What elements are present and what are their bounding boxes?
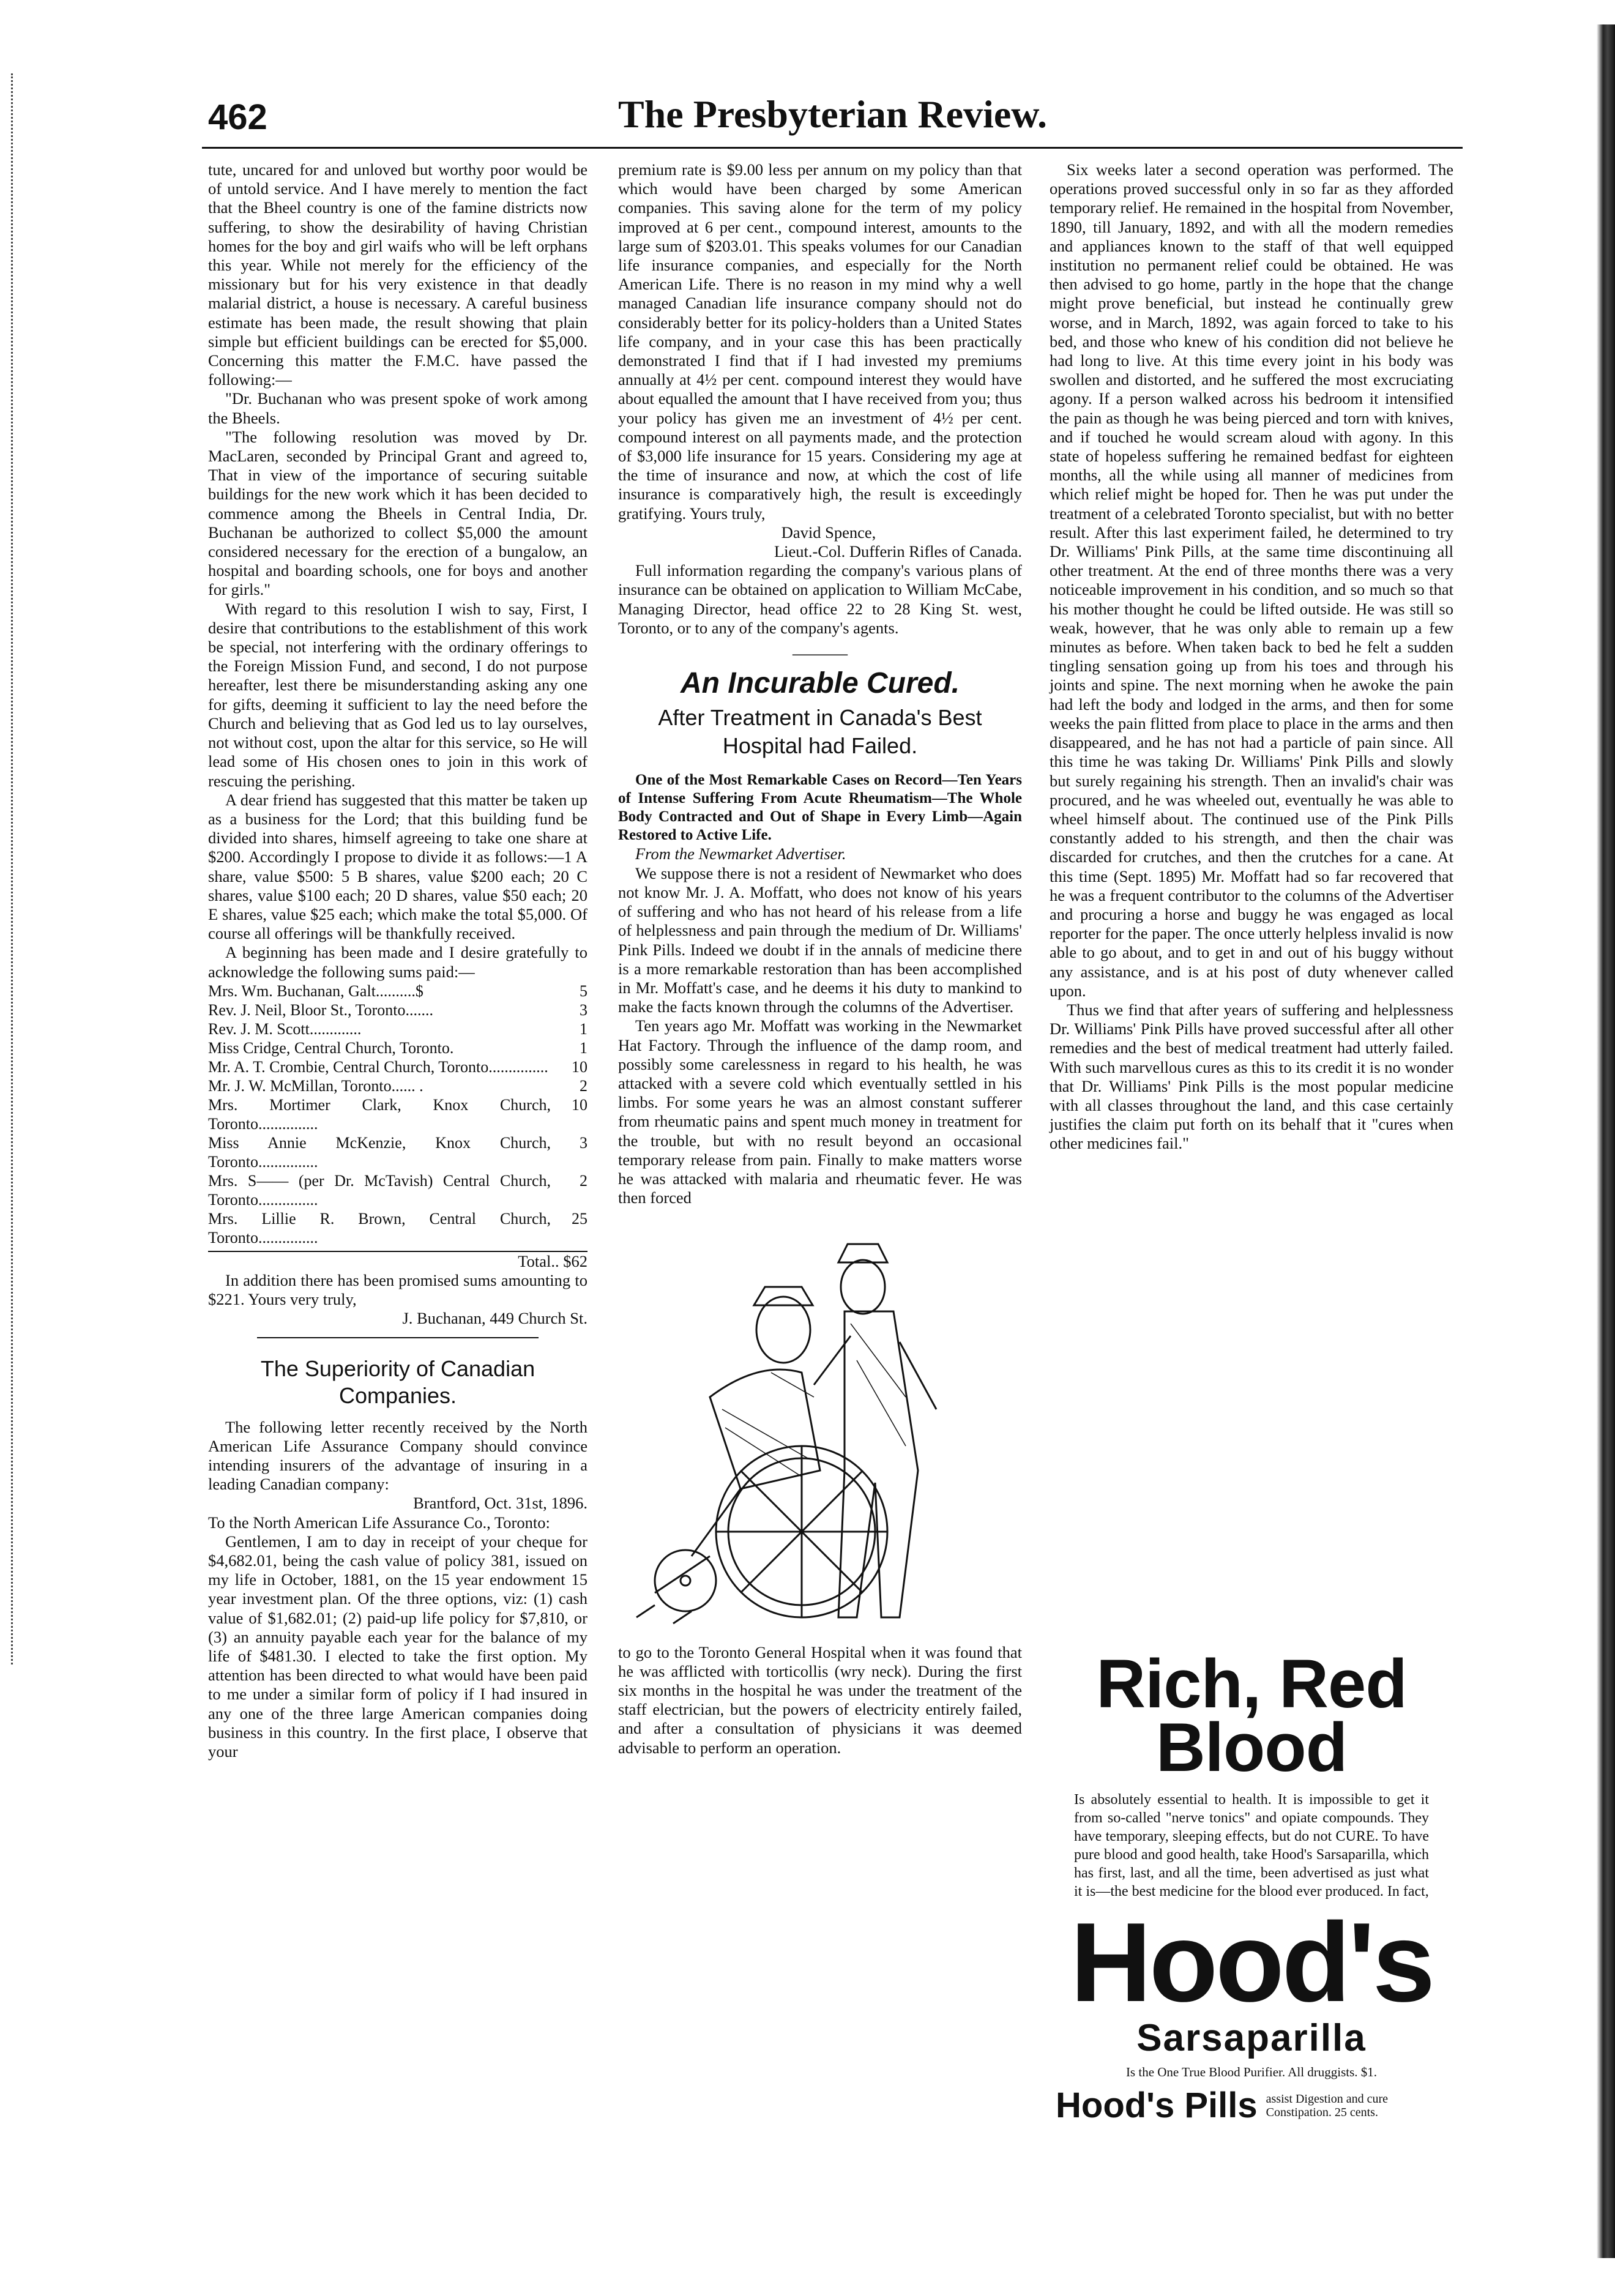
paragraph: Thus we find that after years of suffering and helplessness Dr. Williams' Pink Pills have proved successful after all other remedies and the best of medical treatment had utterly failed. With such marvellous cures as this to its credit it is no wonder that Dr. Williams' Pink Pills is the most popular medicine with all classes throughout the land, and this case certainly justifies the claim put forth on its behalf that it "cures when other medicines fail." <box>1050 1000 1453 1153</box>
ad-body-copy: Is absolutely essential to health. It is impossible to get it from so-called "nerve tonics" and opiate compounds. They have temporary, sleeping effects, but do not CURE. To have pure blood and good health, take Hood's Sarsaparilla, which has first, last, and all the time, been advertised as just what it is—the best medicine for the blood ever produced. In fact, <box>1074 1792 1429 1899</box>
paragraph: We suppose there is not a resident of Newmarket who does not know Mr. J. A. Moffatt, who does not know of his years of suffering and who has not heard of his release from a life of helplessness and pain through the medium of Dr. Williams' Pink Pills. Indeed we doubt if in the annals of medicine there is a more remarkable restoration than has been accomplished in Mr. Moffatt's case, and he deems it his duty to mankind to make the facts known through the columns of the Advertiser. <box>618 863 1022 1016</box>
running-head <box>202 92 1463 149</box>
ad-product-name: Sarsaparilla <box>1136 2017 1367 2059</box>
list-item: Rev. J. M. Scott............. 1 <box>208 1019 587 1038</box>
paragraph: With regard to this resolution I wish to say, First, I desire that contributions to the establishment of this work be special, not interfering with the ordinary offerings to the Foreign Mission Fund, and second, I do not purpose hereafter, lest there be misunderstanding asking any one for gifts, deeming it sufficient to lay the need before the Church and believing that as God led us to lay ourselves, not without cost, upon the altar for this service, so He will lead some of His chosen ones to join in this work of rescuing the perishing. <box>208 599 587 790</box>
ad-brand-name: Hood's <box>1070 1899 1433 2025</box>
list-item: Mr. A. T. Crombie, Central Church, Toronto............... 10 <box>208 1057 587 1076</box>
resolution-quote: "The following resolution was moved by Dr. MacLaren, seconded by Principal Grant and agreed to, That in view of the importance of securing suitable buildings for the new work which it has been decided to commence among the Bheels in Central India, Dr. Buchanan be authorized to collect $5,000 the amount considered necessary for the erection of a bungalow, an hospital and boarding schools, one for boys and another for girls." <box>208 427 587 599</box>
donation-list <box>208 982 587 1247</box>
page-binding-edge <box>11 73 21 1664</box>
paragraph: "Dr. Buchanan who was present spoke of work among the Bheels. <box>208 389 587 427</box>
list-item: Miss Cridge, Central Church, Toronto. 1 <box>208 1038 587 1057</box>
article-subhead: After Treatment in Canada's Best Hospital had Failed. <box>658 705 982 759</box>
separator-dash: ——— <box>793 643 848 664</box>
addressee: To the North American Life Assurance Co., Toronto: <box>208 1513 550 1532</box>
ad-pills-name: Hood's Pills <box>1056 2085 1258 2125</box>
column-1 <box>208 160 587 1761</box>
column-2 <box>618 160 1022 1757</box>
paragraph: tute, uncared for and unloved but worthy poor would be of untold service. And I have merely to mention the fact that the Bheel country is one of the famine districts now suffering, to show the desirability of having Christian homes for the boy and girl waifs who will be left orphans this year. While not merely for the efficiency of the missionary but for his very existence in that deadly malarial district, a house is necessary. A careful business estimate has been made, the result showing that plain simple but efficient buildings can be erected for $5,000. Concerning this matter the F.M.C. have passed the following:— <box>208 160 587 389</box>
list-item: Mr. J. W. McMillan, Toronto...... . 2 <box>208 1076 587 1095</box>
paragraph: to go to the Toronto General Hospital when it was found that he was afflicted with torticollis (wry neck). During the first six months in the hospital he was under the treatment of the staff electrician, but the powers of electricity entirely failed, and after a consultation of physicians it was deemed advisable to perform an operation. <box>618 1642 1022 1757</box>
page-number: 462 <box>208 97 267 137</box>
wheelchair-illustration <box>618 1213 1022 1630</box>
paragraph: Six weeks later a second operation was performed. The operations proved successful only in so far as they afforded temporary relief. He remained in the hospital from November, 1890, till January, 1892, and with all the modern remedies and appliances known to the staff of that well equipped institution no permanent relief could be obtained. He was then advised to go home, partly in the hope that the change might prove beneficial, but instead he continually grew worse, and in March, 1892, was again forced to take to his bed, and those who knew of his condition did not believe he had long to live. At this time every joint in his body was swollen and distorted, and he suffered the most excruciating agony. If a person walked across his bedroom it intensified the pain as though he was being pierced and torn with knives, and if touched he would scream aloud with agony. In this state of hopeless suffering he remained bedfast for eighteen months, all the while using all manner of medicines from which relief might be hoped for. Then he was put under the treatment of a celebrated Toronto specialist, but with no better result. After this last experiment failed, he determined to try Dr. Williams' Pink Pills, at the same time discontinuing all other treatment. At the end of three months there was a very noticeable improvement in his condition, and so much so that his mother thought he could be lifted outside. He was still so weak, however, that he was only able to remain up a few minutes as before. When taken back to bed he felt a sudden tingling sensation going up from his toes and through his joints and spine. The next morning when he awoke the pain had left the body and lodged in the arms, and then for some weeks the pain flitted from place to place in the arms and then disappeared, and he has not had a particle of pain since. All this time he was taking Dr. Williams' Pink Pills and slowly but surely regaining his strength. Then an invalid's chair was procured, and he was wheeled out, eventually he was able to wheel himself about. The continued use of the Pink Pills constantly added to his strength, and then the chair was discarded for crutches, and then the crutches for a cane. At this time (Sept. 1895) Mr. Moffatt had so far recovered that he was a frequent contributor to the columns of the Advertiser and procuring a horse and buggy he was engaged as local reporter for the paper. The once utterly helpless invalid is now able to go about, and to get in and out of his buggy without any assistance, and is at his post of duty whenever called upon. <box>1050 160 1453 1000</box>
article-source: From the Newmarket Advertiser. <box>635 844 846 863</box>
list-item: Miss Annie McKenzie, Knox Church, Toronto............... 3 <box>208 1133 587 1171</box>
paragraph: A dear friend has suggested that this matter be taken up as a business for the Lord; that this building fund be divided into shares, himself agreeing to take one share at $200. Accordingly I propose to divide it as follows:—1 A share, value $500: 5 B shares, value $200 each; 20 C shares, value $100 each; 20 D shares, value $50 each; 20 E shares, value $25 each; which make the total $5,000. Of course all offerings will be thankfully received. <box>208 790 587 943</box>
column-3 <box>1050 160 1453 1154</box>
ad-headline-line1: Rich, Red <box>1096 1646 1407 1722</box>
page-right-edge <box>1597 24 1615 2258</box>
donation-total: Total.. $62 <box>208 1251 587 1271</box>
journal-title: The Presbyterian Review. <box>618 92 1047 136</box>
article-headline: An Incurable Cured. <box>680 667 960 700</box>
paragraph: Ten years ago Mr. Moffatt was working in the Newmarket Hat Factory. Through the influence of the damp room, and possibly some carelessness in regard to his health, he was attacked with a severe cold which eventually settled in his limbs. For some years he was an almost constant sufferer from rheumatic pains and spent much money in treatment for the trouble, but with no result beyond an occasional temporary release from pain. Finally to make matters worse he was attacked with malaria and rheumatic fever. He was then forced <box>618 1016 1022 1207</box>
paragraph: In addition there has been promised sums amounting to $221. Yours very truly, <box>208 1270 587 1309</box>
signature: J. Buchanan, 449 Church St. <box>402 1309 587 1328</box>
article-deck: One of the Most Remarkable Cases on Record—Ten Years of Intense Suffering From Acute Rheumatism—The Whole Body Contracted and Out of Shape in Every Limb—Again Restored to Active Life. <box>618 772 1022 844</box>
dateline: Brantford, Oct. 31st, 1896. <box>413 1494 587 1513</box>
ad-pills-note: assist Digestion and cure Constipation. 25 cents. <box>1266 2092 1389 2119</box>
list-item: Rev. J. Neil, Bloor St., Toronto....... 3 <box>208 1001 587 1019</box>
list-item: Mrs. Wm. Buchanan, Galt..........$ 5 <box>208 982 587 1000</box>
paragraph: The following letter recently received by the North American Life Assurance Company should convince intending insurers of the advantage of insuring in a leading Canadian company: <box>208 1417 587 1494</box>
paragraph: A beginning has been made and I desire gratefully to acknowledge the following sums paid:— <box>208 943 587 981</box>
list-item: Mrs. Mortimer Clark, Knox Church, Toronto............... 10 <box>208 1095 587 1133</box>
ad-headline-line2: Blood <box>1155 1709 1348 1786</box>
hoods-sarsaparilla-ad <box>1050 1646 1453 2126</box>
section-title: The Superiority of Canadian Companies. <box>260 1355 535 1408</box>
paragraph: premium rate is $9.00 less per annum on my policy than that which would have been charged by some American companies. This saving alone for the term of my policy improved at 6 per cent., compound interest, amounts to the large sum of $203.01. This speaks volumes for our Canadian life insurance companies, and especially for the North American Life. There is no reason in my mind why a well managed Canadian life insurance company should not do considerably better for its policy-holders than a United States life company, and in your case this has been practically demonstrated I find that if I had invested my premiums annually at 4½ per cent. compound interest they would have about equalled the amount that I have received from you; thus your policy has given me an investment of 4½ per cent. compound interest on all payments made, and the protection of $3,000 life insurance for 15 years. Considering my age at the time of insurance and now, at which the cost of life insurance is comparatively high, the result is exceedingly gratifying. Yours truly, <box>618 160 1022 523</box>
paragraph: Full information regarding the company's various plans of insurance can be obtained on application to William McCabe, Managing Director, head office 22 to 28 King St. west, Toronto, or to any of the company's agents. <box>618 561 1022 637</box>
paragraph: Gentlemen, I am to day in receipt of your cheque for $4,682.01, being the cash value of policy 381, issued on my life in October, 1881, on the 15 year endowment 15 year investment plan. Of the three options, viz: (1) cash value of $1,682.01; (2) paid-up life policy for $7,810, or (3) an annuity payable each year for the balance of my life of $481.30. I elected to take the first option. My attention has been directed to what would have been paid to me under a similar form of policy if I had insured in any one of the three large American companies doing business in this country. In the first place, I observe that your <box>208 1532 587 1761</box>
list-item: Mrs. S—— (per Dr. McTavish) Central Church, Toronto............... 2 <box>208 1171 587 1209</box>
signature-name: David Spence, <box>781 523 876 542</box>
ad-pills-row <box>1050 2085 1453 2126</box>
list-item: Mrs. Lillie R. Brown, Central Church, Toronto............... 25 <box>208 1209 587 1247</box>
signature-title: Lieut.-Col. Dufferin Rifles of Canada. <box>774 542 1022 561</box>
ad-tagline: Is the One True Blood Purifier. All druggists. $1. <box>1125 2065 1378 2079</box>
divider <box>257 1337 539 1338</box>
